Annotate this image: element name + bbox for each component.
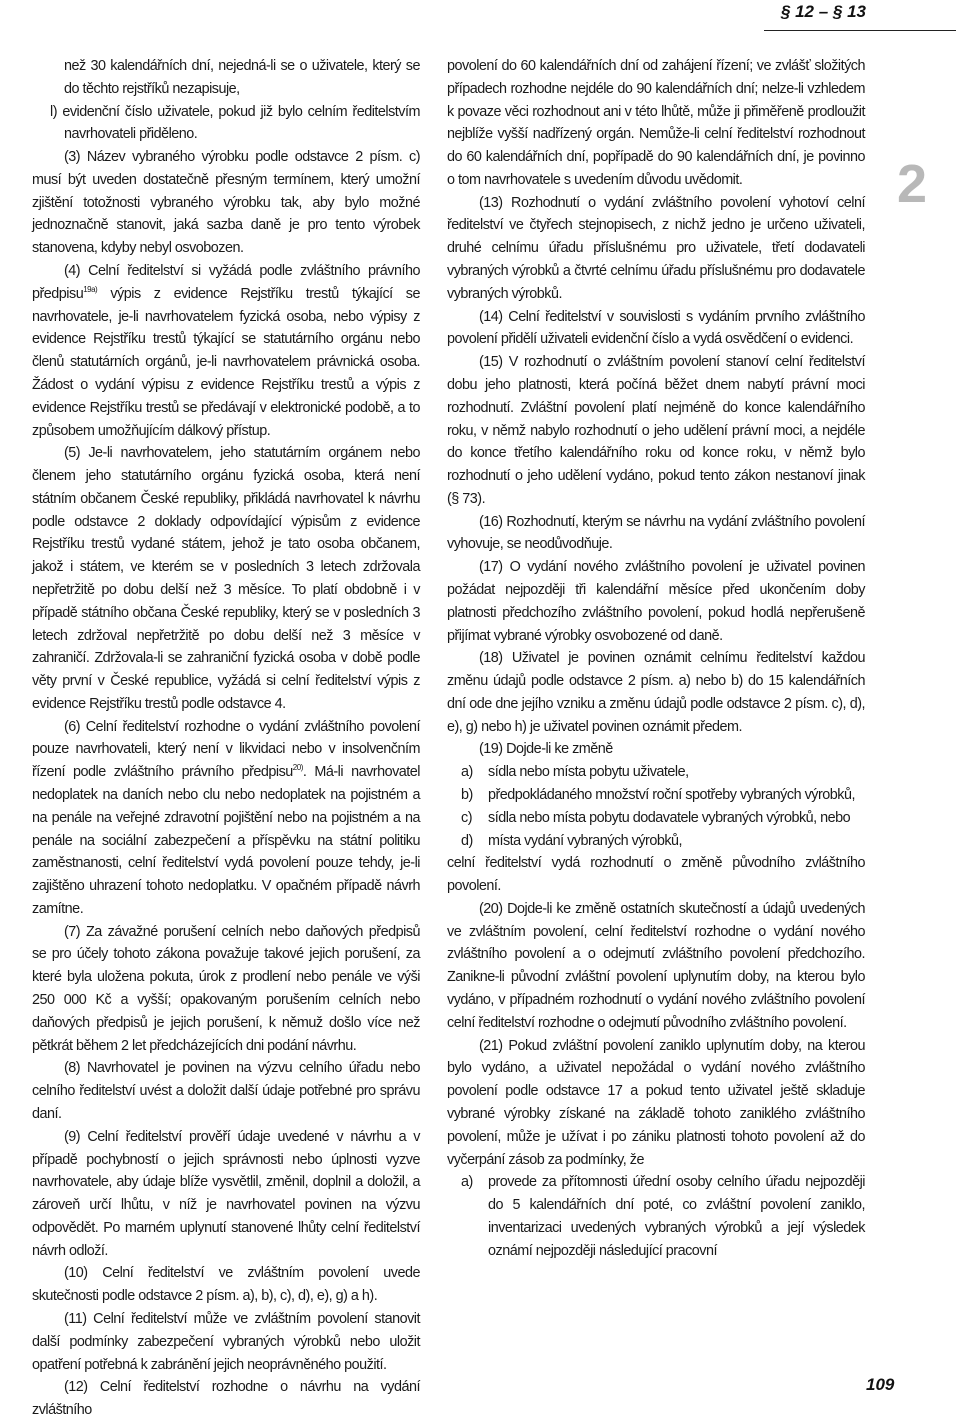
- paragraph-5: (5) Je-li navrhovatelem, jeho statutárním orgánem nebo členem jeho statutárního orgánu fyzická osoba, která není státním občanem České republiky, přikládá navrhovatel k návrhu podle odstavce 2 doklady odpovídající výpisům z evidence Rejstříku trestů vydané státem, jehož je tato osoba občanem, jakož i státem, ve kterém se v posledních 3 letech zdržovala nepřetržitě po dobu delší než 3 měsíce. To platí obdobně i v případě státního občana České republiky, který se v posledních 3 letech zdržoval nepřetržitě po dobu delší než 3 měsíce v zahraničí. Zdržovala-li se zahraniční fyzická osoba v době podle věty první v České republice, vyžádá si celní ředitelství výpis z evidence Rejstříku trestů podle odstavce 4.: [32, 445, 420, 712]
- list-letter: a): [461, 764, 473, 781]
- paragraph-10: (10) Celní ředitelství ve zvláštním povolení uvede skutečnosti podle odstavce 2 písm. a), b), c), d), e), g) a h).: [32, 1265, 420, 1305]
- paragraph-11: (11) Celní ředitelství může ve zvláštním povolení stanovit další podmínky zabezpečení vybraných výrobků nebo uložit opatření potřebná k zabránění jejich neoprávněného použití.: [32, 1310, 420, 1373]
- list-text: sídla nebo místa pobytu dodavatele vybraných výrobků, nebo: [488, 809, 851, 826]
- footnote-ref-19a: 19a): [83, 284, 98, 294]
- paragraph-3: (3) Název vybraného výrobku podle odstavce 2 písm. c) musí být uveden dostatečně přesným termínem, který umožní zjištění totožnosti vybraného výrobku tak, aby bylo možné jednoznačně stanovit, jaká sazba daně je pro tento výrobek stanovena, kdyby nebyl osvobozen.: [32, 149, 420, 257]
- left-column: [32, 55, 420, 1422]
- list-text: sídla nebo místa pobytu uživatele,: [488, 764, 689, 781]
- footnote-ref-20: 20): [292, 763, 303, 773]
- paragraph-7: (7) Za závažné porušení celních nebo daňových předpisů se pro účely tohoto zákona považuje takové jejich porušení, za které byla uložena pokuta, úrok z prodlení nebo penále ve výši 250 000 Kč a vyšší; opakovaným porušením celních nebo daňových předpisů je jejich porušení, k němuž došlo více než pětkrát během 2 let předcházejících dni podání návrhu.: [32, 923, 420, 1054]
- paragraph-4: [32, 260, 420, 442]
- paragraph-13: (13) Rozhodnutí o vydání zvláštního povolení vyhotoví celní ředitelství ve čtyřech stejnopisech, z nichž jedno je určeno uživateli, druhé celnímu úřadu příslušnému pro uživatele, třetí dodavateli vybraných výrobků a čtvrté celnímu úřadu příslušnému pro dodavatele vybraných výrobků.: [447, 194, 865, 302]
- paragraph-18: (18) Uživatel je povinen oznámit celnímu ředitelství každou změnu údajů podle odstavce 2 písm. a) nebo b) do 15 kalendářních dní ode dne jejího vzniku a změnu údajů podle odstavce 2 písm. c), d), e), g) nebo h) je uživatel povinen oznámit předem.: [447, 650, 865, 735]
- item-l: l) evidenční číslo uživatele, pokud již bylo celním ředitelstvím navrhovateli přiděleno.: [50, 103, 420, 143]
- paragraph-4-text-b: výpis z evidence Rejstříku trestů týkající se navrhovatele, je-li navrhovatelem fyzická osoba, nebo výpisy z evidence Rejstříku trestů týkající se statutárního orgánu nebo členů statutárních orgánů, je-li navrhovatelem právnická osoba. Žádost o vydání výpisu z evidence Rejstříku trestů a výpis z evidence Rejstříku trestů se předávají v elektronické podobě, a to způsobem umožňujícím dálkový přístup.: [32, 285, 420, 439]
- list-item-21a: [447, 1171, 865, 1262]
- paragraph-4-text-a: (4) Celní ředitelství si vyžádá podle zvláštního právního předpisu: [32, 263, 420, 302]
- list-text: předpokládaného množství roční spotřeby vybraných výrobků,: [488, 787, 855, 803]
- chapter-marker: 2: [897, 154, 928, 214]
- list-letter: d): [461, 832, 473, 849]
- list-item-19a: [447, 761, 865, 784]
- paragraph-6-text-a: (6) Celní ředitelství rozhodne o vydání zvláštního povolení pouze navrhovateli, který není v likvidaci nebo v insolvenčním řízení podle zvláštního právního předpisu: [32, 718, 420, 781]
- paragraph-20: (20) Dojde-li ke změně ostatních skutečností a údajů uvedených ve zvláštním povolení, celní ředitelství rozhodne o vydání nového zvláštního povolení a o odejmutí zvláštního povolení předchozího. Zanikne-li původní zvláštní povolení uplynutím doby, na kterou bylo vydáno, v případném rozhodnutí o vydání nového zvláštního povolení celní ředitelství rozhodne o odejmutí původního zvláštního povolení.: [447, 900, 865, 1031]
- list-text: provede za přítomnosti úřední osoby celního úřadu nejpozději do 5 kalendářních dní poté, co zvláštní povolení zaniklo, inventarizaci uvedených vybraných výrobků a její výsledek oznámí nejpozději následující pracovní: [488, 1174, 865, 1259]
- list-text: místa vydání vybraných výrobků,: [488, 832, 683, 849]
- paragraph-19-tail: celní ředitelství vydá rozhodnutí o změně původního zvláštního povolení.: [447, 855, 865, 895]
- paragraph-21: (21) Pokud zvláštní povolení zaniklo uplynutím doby, na kterou bylo vydáno, a uživatel nepožádal o vydání nového zvláštního povolení podle odstavce 17 a pokud tento uživatel ještě skladuje vybrané výrobky získané na základě tohoto zaniklého zvláštního povolení, může je užívat i po zániku platnosti tohoto povolení až do vyčerpání zásob za podmínky, že: [447, 1037, 865, 1168]
- list-letter: c): [461, 809, 472, 826]
- paragraph-6-text-b: . Má-li navrhovatel nedoplatek na daních nebo clu nebo nedoplatek na pojistném a na penále na veřejné zdravotní pojištění nebo na pojistném a na penále na sociální zabezpečení a příspěvku na státní politiku zaměstnanosti, celní ředitelství vydá povolení pouze tehdy, je-li zajištěno uhrazení tohoto nedoplatku. V opačném případě návrh zamítne.: [32, 764, 420, 917]
- paragraph-12-continued: povolení do 60 kalendářních dní od zahájení řízení; ve zvlášť složitých případech rozhodne nejdéle do 90 kalendářních dní; nelze-li vzhledem k povaze věci rozhodnout ani v této lhůtě, může ji přiměřeně prodloužit nejblíže vyšší nadřízený orgán. Nemůže-li celní ředitelství rozhodnout do 60 kalendářních dní, popřípadě do 90 kalendářních dní, je povinno o tom navrhovatele s uvedením důvodu uvědomit.: [447, 58, 865, 188]
- header-rule: [764, 30, 956, 31]
- list-item-19d: [447, 830, 865, 853]
- header-sections: § 12 – § 13: [780, 2, 866, 21]
- paragraph-k-continued: než 30 kalendářních dní, nejedná-li se o uživatele, který se do těchto rejstříků nezapisuje,: [64, 58, 420, 97]
- paragraph-19: (19) Dojde-li ke změně: [479, 741, 613, 758]
- list-letter: b): [461, 787, 473, 803]
- list-item-19b: [447, 784, 865, 807]
- paragraph-15: (15) V rozhodnutí o zvláštním povolení stanoví celní ředitelství dobu jeho platnosti, která počíná běžet dnem nabytí právní moci rozhodnutí. Zvláštní povolení platí nejméně do konce kalendářního roku, v němž nabylo rozhodnutí o jeho udělení právní moci, a nejdéle do konce třetího kalendářního roku od konce roku, v němž bylo rozhodnutí o jeho udělení vydáno, pokud tento zákon nestanoví jinak (§ 73).: [447, 354, 865, 507]
- paragraph-8: (8) Navrhovatel je povinen na výzvu celního úřadu nebo celního ředitelství uvést a doložit další údaje potřebné pro správu daní.: [32, 1060, 420, 1122]
- list-letter: a): [461, 1174, 473, 1191]
- paragraph-14: (14) Celní ředitelství v souvislosti s vydáním prvního zvláštního povolení přidělí uživateli evidenční číslo a vydá osvědčení o evidenci.: [447, 308, 865, 348]
- right-column: [447, 55, 865, 1262]
- paragraph-16: (16) Rozhodnutí, kterým se návrhu na vydání zvláštního povolení vyhovuje, se neodůvodňuje.: [447, 513, 865, 553]
- paragraph-6: [32, 716, 420, 921]
- page-number: 109: [866, 1375, 895, 1394]
- paragraph-17: (17) O vydání nového zvláštního povolení je uživatel povinen požádat nejpozději tři kalendářní měsíce před ukončením doby platnosti předchozího zvláštního povolení, pokud hodlá nepřerušeně přijímat vybrané výrobky osvobozené od daně.: [447, 559, 865, 644]
- paragraph-9: (9) Celní ředitelství prověří údaje uvedené v návrhu a v případě pochybností o jejich správnosti nebo úplnosti vyzve navrhovatele, aby údaje blíže vysvětlil, změnil, doplnil a doložil, a zároveň určí lhůtu, v níž je navrhovatel povinen na výzvu odpovědět. Po marném uplynutí stanovené lhůty celní ředitelství návrh odloží.: [32, 1128, 420, 1259]
- paragraph-12-start: (12) Celní ředitelství rozhodne o návrhu na vydání zvláštního: [32, 1379, 420, 1419]
- list-item-19c: [447, 807, 865, 830]
